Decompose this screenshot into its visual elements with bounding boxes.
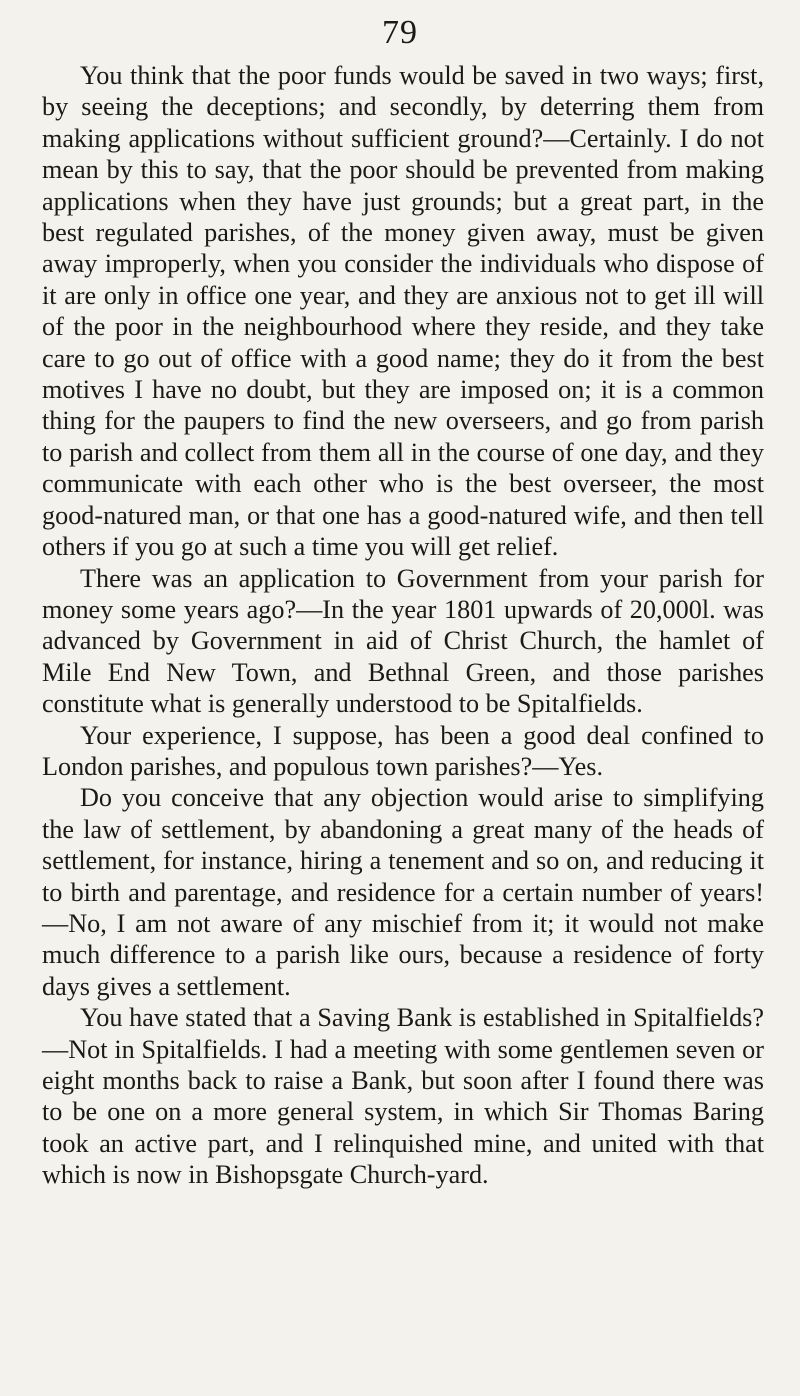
paragraph-settlement-law: Do you conceive that any objection would arise to simplifying the law of settlement, by abandoning a great many of the heads of settlement, for instance, hiring a tenement and so on, and reducing it to birth and parentage, and residence for a certain number of years!—No, I am not aware of any mischief from it; it would not make much difference to a parish like ours, because a residence of forty days gives a settlement. bbox=[42, 783, 764, 1001]
paragraph-government-application: There was an application to Government from your parish for money some years ago?—In the year 1801 upwards of 20,000l. was advanced by Government in aid of Christ Church, the hamlet of Mile End New Town, and Bethnal Green, and those parishes constitute what is generally understood to be Spitalfields. bbox=[42, 563, 764, 719]
paragraph-saving-bank: You have stated that a Saving Bank is established in Spitalfields?—Not in Spitalfields. I had a meeting with some gentlemen seven or eight months back to raise a Bank, but soon after I found there was to be one on a more general system, in which Sir Thomas Baring took an active part, and I relinquished mine, and united with that which is now in Bishopsgate Church-yard. bbox=[42, 1003, 764, 1190]
paragraph-london-parishes: Your experience, I suppose, has been a good deal confined to London parishes, and populous town parishes?—Yes. bbox=[42, 720, 764, 781]
paragraph-poor-funds: You think that the poor funds would be saved in two ways; first, by seeing the deceptions; and secondly, by deterring them from making applications without sufficient ground?—Certainly. I do not mean by this to say, that the poor should be prevented from making applications when they have just grounds; but a great part, in the best regulated parishes, of the money given away, must be given away improperly, when you consider the individuals who dispose of it are only in office one year, and they are anxious not to get ill will of the poor in the neighbourhood where they reside, and they take care to go out of office with a good name; they do it from the best motives I have no doubt, but they are imposed on; it is a common thing for the paupers to find the new overseers, and go from parish to parish and collect from them all in the course of one day, and they communicate with each other who is the best overseer, the most good-natured man, or that one has a good-natured wife, and then tell others if you go at such a time you will get relief. bbox=[42, 61, 764, 562]
body-text bbox=[42, 60, 764, 1191]
page-number: 79 bbox=[382, 14, 418, 51]
